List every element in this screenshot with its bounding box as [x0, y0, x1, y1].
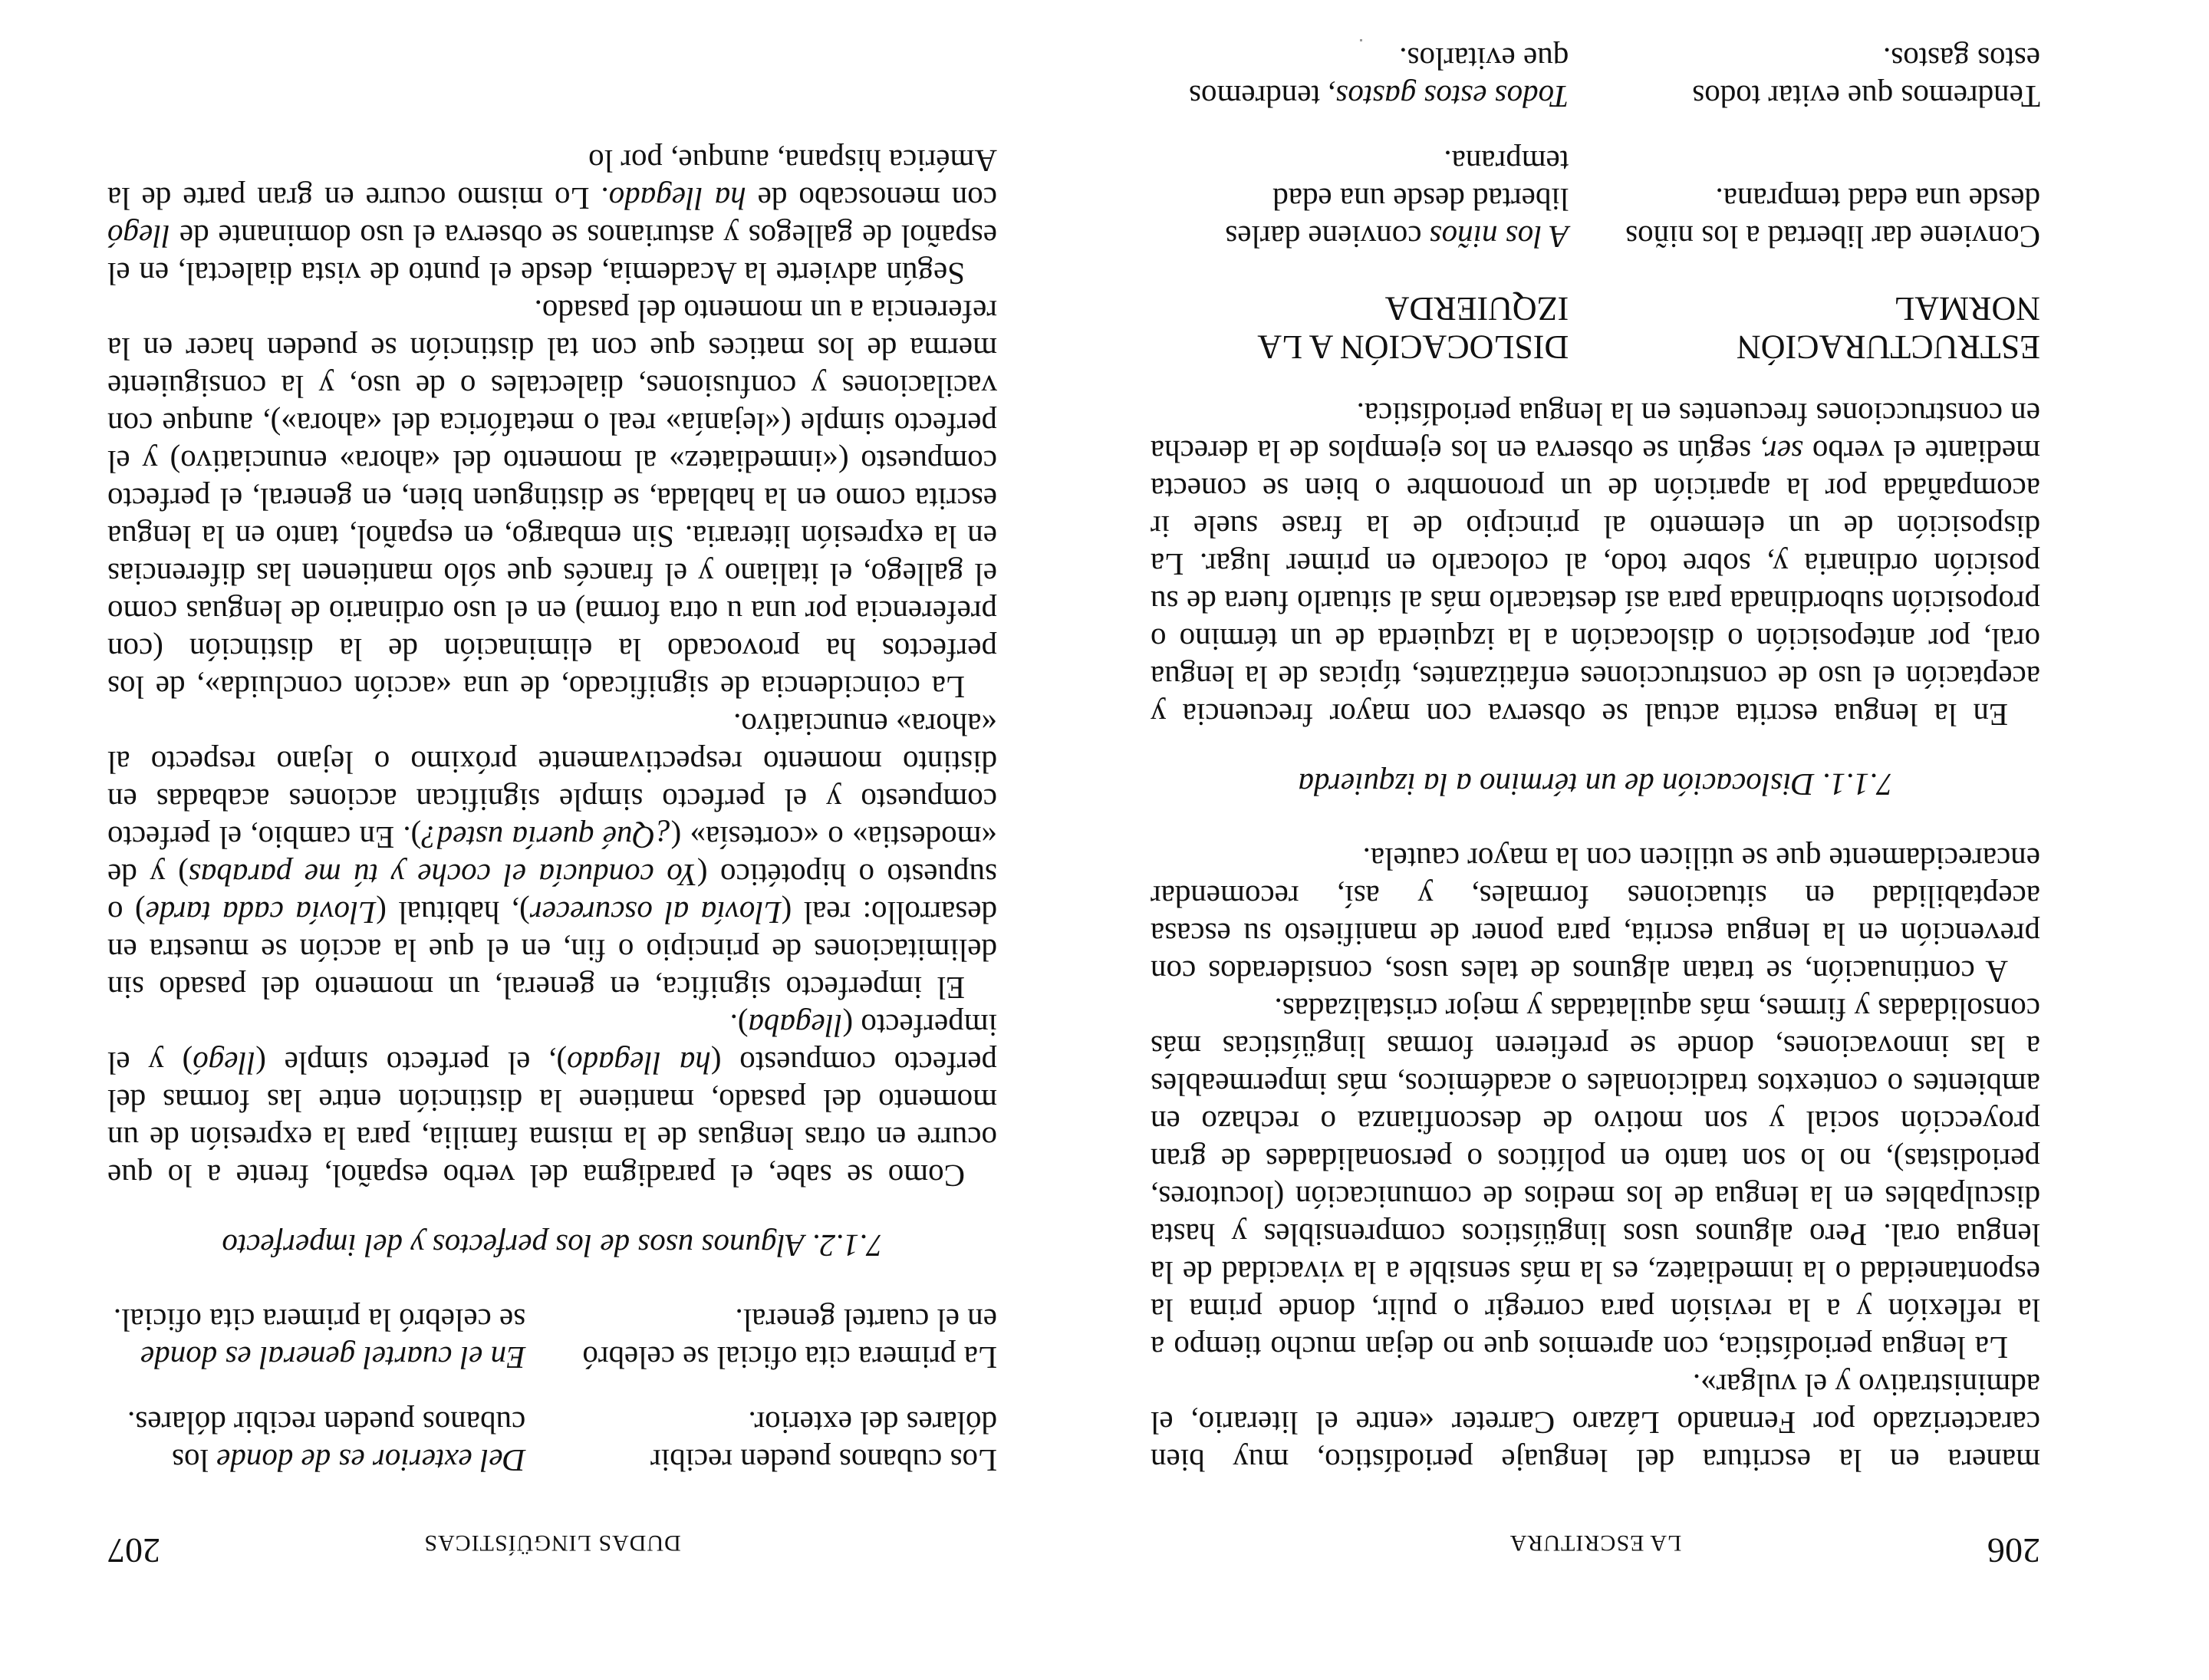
running-head-title: LA ESCRITURA — [1509, 1530, 1682, 1556]
page-number: 206 — [1987, 1531, 2040, 1570]
paragraph: La lengua periodística, con apremios que no dejan mucho tiempo a la reflexión y a la revisión para corregir o pulir, donde prima la espontaneidad o la inmediatez, es la más sensible a la vivacidad de la lengua oral. Pero algunos usos lingüísticos comprensibles y hasta disculpables en la lengua de los medios de comunicación (locutores, periodistas), no lo son tanto en políticos o personalidades de gran proyección social y son motivo de desconfianza o rechazo en ambientes o contextos tradicionales o académicos, más impermeables a las innovaciones, donde se prefieren formas lingüísticas más consolidadas y firmes, más aquilatadas y mejor cristalizadas. — [1151, 992, 2040, 1365]
running-head — [1151, 1527, 2040, 1570]
example-column-heads — [1151, 272, 2040, 378]
example-normal: Los cubanos pueden recibir dólares del exterior. — [650, 1405, 997, 1478]
section-title: 7.1.1. Dislocación de un término a la izquierda — [1298, 767, 1893, 802]
page-207 — [107, 84, 997, 1570]
running-head — [107, 1527, 997, 1570]
paragraph: La coincidencia de significado, de una «acción concluida», de los perfectos ha provocado la eliminación de la distinción (con preferencia por una u otra forma) en el uso ordinario de lenguas como el gallego, el italiano y el francés que sólo mantienen las diferencias en la expresión literaria. Sin embargo, en español, tanto en la lengua escrita como en la hablada, se distinguen bien, en general, el perfecto compuesto («inmediatez» al momento del «ahora» enunciativo) y el perfecto simple («lejanía» real o metafórica del «ahora»), aunque con vacilaciones y confusiones, dialectales o de uso, y la consiguiente merma de los matices que con tal distinción se pueden hacer en la referencia a un momento del pasado. — [107, 294, 997, 705]
paragraph: A continuación, se tratan algunos de tales usos, considerados con prevención en la lengua escrita, para poner de manifiesto su escasa aceptabilidad en situaciones formales, y así, recomendar encarecidamente que se utilicen con la mayor cautela. — [1151, 842, 2040, 990]
section-title: 7.1.2. Algunos usos de los perfectos y del imperfecto — [222, 1228, 883, 1263]
paragraph: Como se sabe, el paradigma del verbo español, frente a lo que ocurre en otras lenguas de la misma familia, para la expresión de un momento del pasado, mantiene la distinción entre las formas del perfecto compuesto (ha llegado), el perfecto simple (llegó) y el imperfecto (llegaba). — [107, 1008, 997, 1194]
scan-speck — [1360, 39, 1362, 41]
page-206 — [1150, 41, 2040, 1570]
running-head-title: DUDAS LINGÜÍSTICAS — [423, 1530, 681, 1556]
example-dislocated: Todos estos gastos, tendremos que evitarlos. — [1189, 41, 1569, 114]
paragraph: El imperfecto significa, en general, un momento del pasado sin delimitaciones de principio o fin, en el que la acción se muestra en desarrollo: real (Llovía al oscurecer), habitual (Llovía cada tarde) o supuesto o hipotético (Yo conducía el coche y tú me parabas) y de «modestia» o «cortesía» (¿Qué quería usted?). En cambio, el perfecto compuesto y el perfecto simple significan acciones acabadas en distinto momento respectivamente próximo o lejano respecto al «ahora» enunciativo. — [107, 707, 997, 1006]
example-dislocated: Del exterior es de donde los cubanos pueden recibir dólares. — [127, 1405, 526, 1478]
example-pair — [1151, 40, 2040, 115]
example-normal: La primera cita oficial se celebró en el cuartel general. — [582, 1303, 997, 1375]
example-pair — [107, 1404, 997, 1479]
paragraph: manera en la escritura del lenguaje periodístico, muy bien caracterizado por Fernando Lázaro Carreter «entre el literario, el administrativo y el vulgar». — [1151, 1368, 2040, 1478]
example-pair — [1151, 143, 2040, 255]
page-number: 207 — [107, 1531, 160, 1570]
paragraph: Según advierte la Academia, desde el punto de vista dialectal, en el español de gallegos y asturianos se observa el uso dominante de llegó con menoscabo de ha llegado. Lo mismo ocurre en gran parte de la América hispana, aunque, por lo — [107, 143, 997, 292]
column-head-dislocated: DISLOCACIÓN A LA IZQUIERDA — [1259, 290, 1569, 366]
paragraph: En la lengua escrita actual se observa con mayor frecuencia y aceptación el uso de construcciones enfatizantes, típicas de la lengua oral, por anteposición o dislocación a la izquierda de un término o proposición subordinada para así destacarlo más al situarlo fuera de su posición ordinaria y, sobre todo, al colocarlo en primer lugar. La disposición de un elemento al principio de la frase suele ir acompañada por la aparición de un pronombre o bien se conecta mediante el verbo ser, según se observa en los ejemplos de la derecha en construcciones frecuentes en la lengua periodística. — [1150, 397, 2040, 733]
column-head-normal: ESTRUCTURACIÓN NORMAL — [1736, 290, 2040, 366]
example-dislocated: En el cuartel general es donde se celebró la primera cita oficial. — [113, 1303, 526, 1375]
example-normal: Conviene dar libertad a los niños desde una edad temprana. — [1625, 182, 2040, 255]
example-dislocated: A los niños conviene darles libertad desde una edad temprana. — [1225, 144, 1569, 255]
example-normal: Tendremos que evitar todos estos gastos. — [1692, 41, 2040, 114]
example-pair — [107, 1301, 997, 1376]
